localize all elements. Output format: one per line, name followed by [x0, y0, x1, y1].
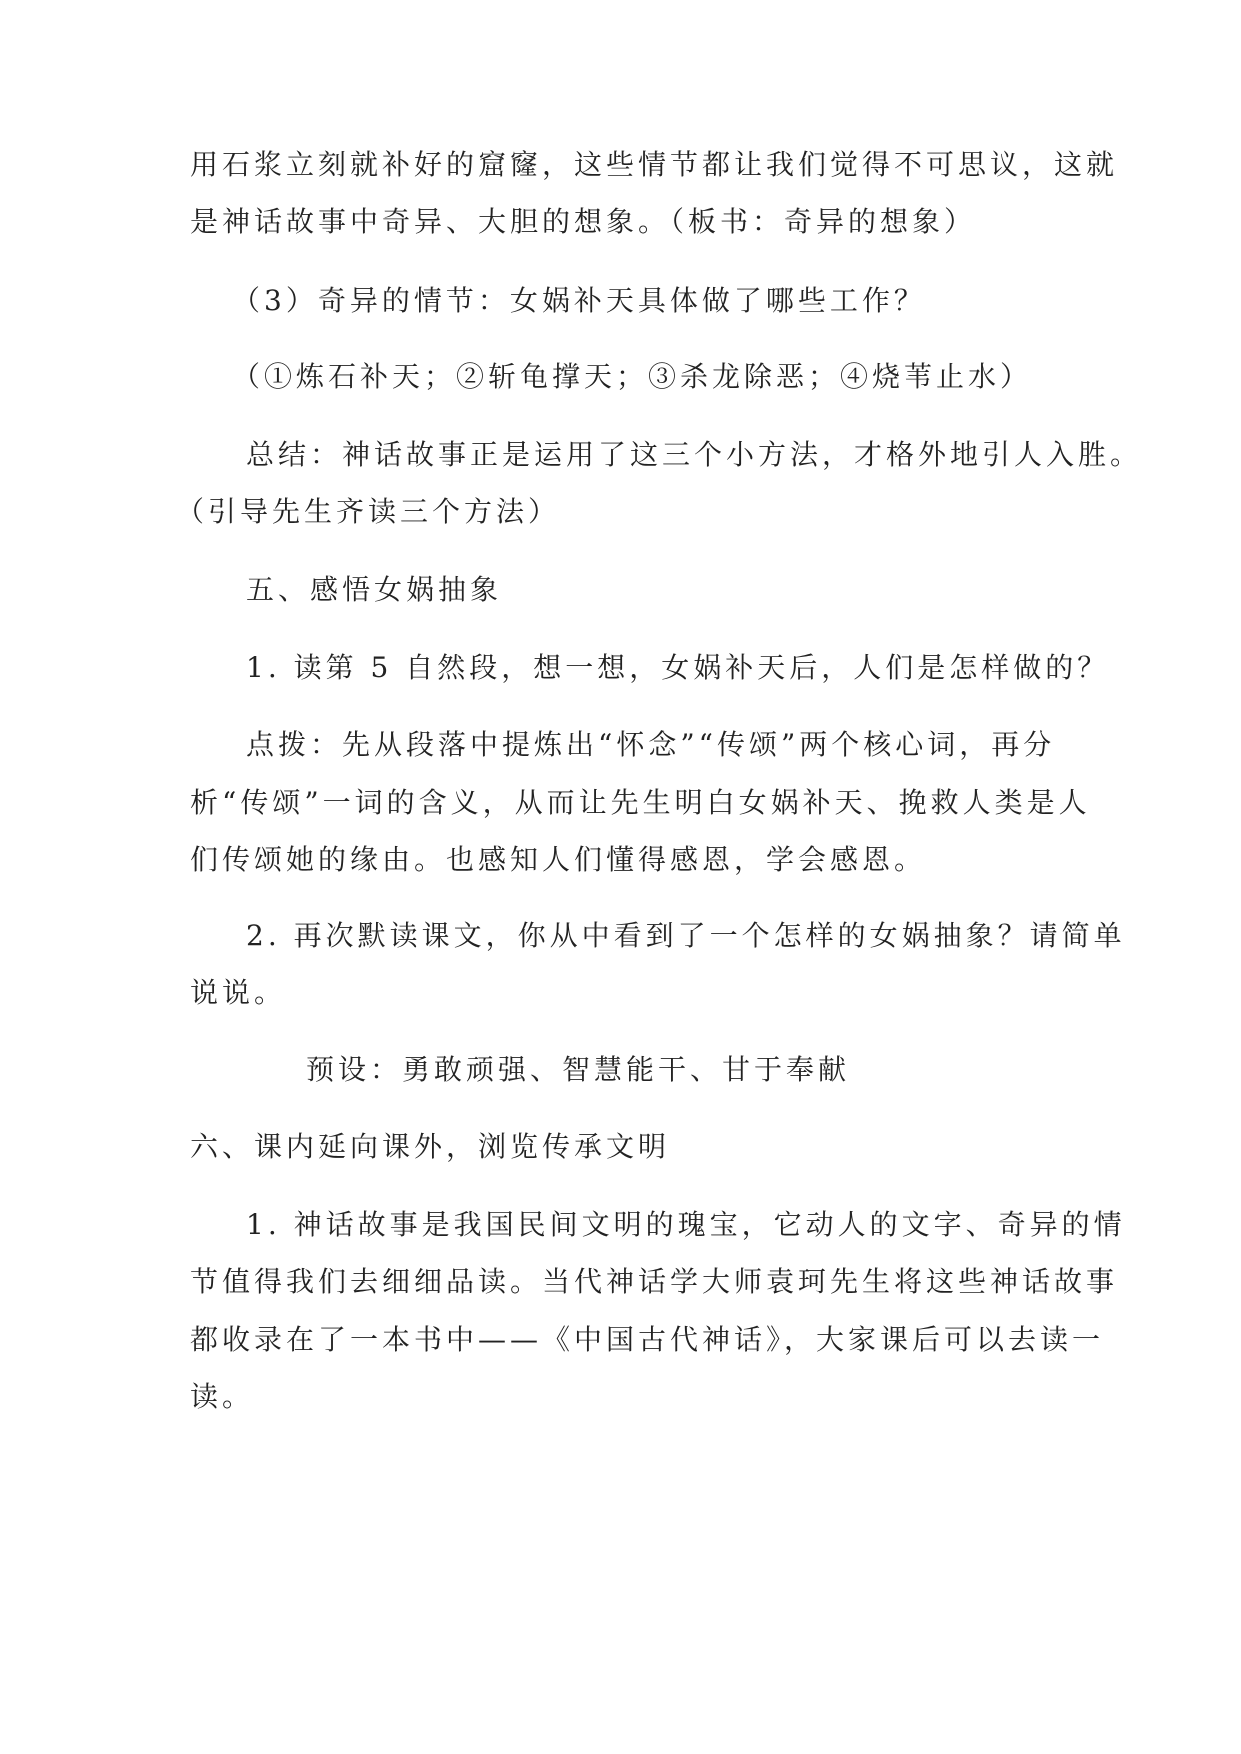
paragraph-line: 们传颂她的缘由。也感知人们懂得感恩，学会感恩。	[190, 843, 927, 876]
section-heading: 五、感悟女娲抽象	[246, 573, 503, 606]
paragraph-line: 读。	[190, 1380, 255, 1413]
paragraph-line: （3）奇异的情节：女娲补天具体做了哪些工作？	[232, 284, 926, 317]
paragraph-line: 总结：神话故事正是运用了这三个小方法，才格外地引人入胜。	[246, 438, 1143, 471]
paragraph-line: 2. 再次默读课文，你从中看到了一个怎样的女娲抽象？请简单	[246, 919, 1126, 952]
paragraph-line: 预设：勇敢顽强、智慧能干、甘于奉献	[306, 1053, 851, 1086]
paragraph-line: 说说。	[190, 976, 287, 1009]
paragraph-line: 点拨：先从段落中提炼出“怀念”“传颂”两个核心词，再分	[246, 728, 1056, 761]
paragraph-line: 1. 读第 5 自然段，想一想，女娲补天后，人们是怎样做的？	[246, 651, 1110, 684]
paragraph-line: 用石浆立刻就补好的窟窿，这些情节都让我们觉得不可思议，这就	[190, 148, 1119, 181]
paragraph-line: 都收录在了一本书中——《中国古代神话》，大家课后可以去读一	[190, 1323, 1105, 1356]
paragraph-line: 是神话故事中奇异、大胆的想象。（板书：奇异的想象）	[190, 205, 977, 238]
paragraph-line: 析“传颂”一词的含义，从而让先生明白女娲补天、挽救人类是人	[190, 786, 1091, 819]
paragraph-line: （引导先生齐读三个方法）	[176, 495, 561, 528]
paragraph-line: 1. 神话故事是我国民间文明的瑰宝，它动人的文字、奇异的情	[246, 1208, 1126, 1241]
paragraph-line: 节值得我们去细细品读。当代神话学大师袁珂先生将这些神话故事	[190, 1265, 1119, 1298]
section-heading: 六、课内延向课外，浏览传承文明	[190, 1130, 671, 1163]
paragraph-line: （①炼石补天；②斩龟撑天；③杀龙除恶；④烧苇止水）	[232, 360, 1033, 393]
